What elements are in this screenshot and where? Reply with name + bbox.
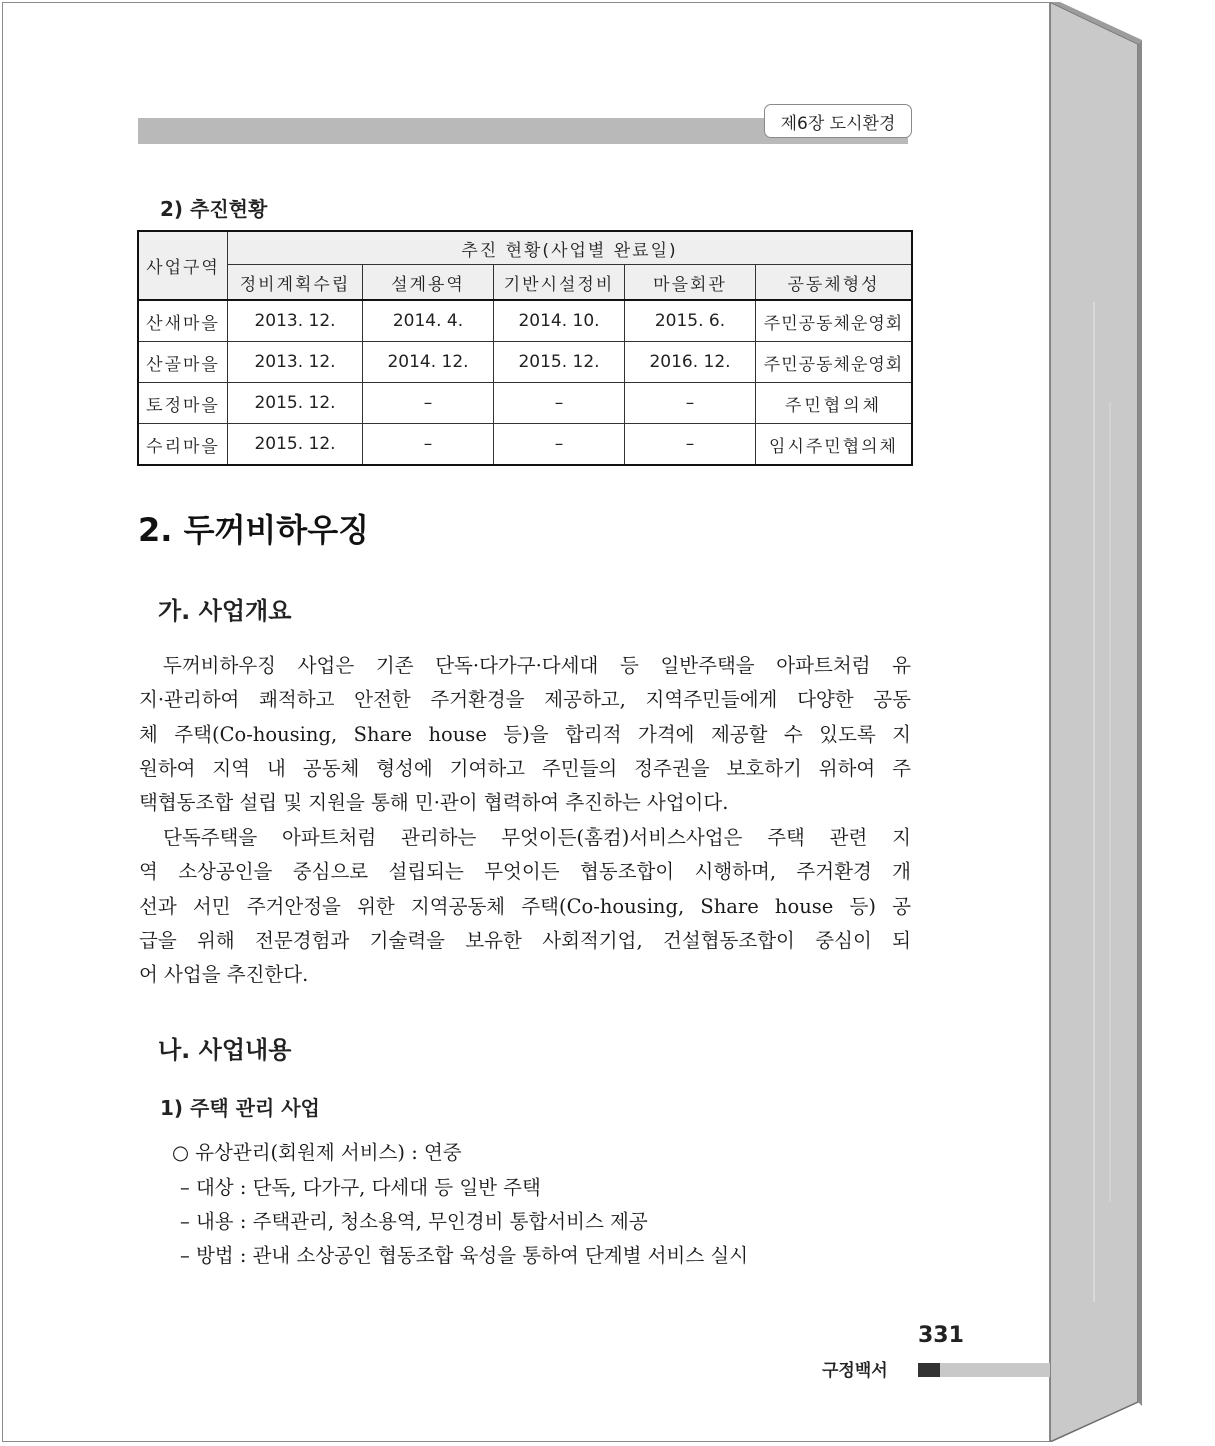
table-cell: – — [363, 383, 494, 424]
page-stack-edge — [1050, 2, 1142, 1442]
table-row — [138, 383, 912, 424]
status-table — [137, 230, 913, 466]
table-cell: 임시주민협의체 — [756, 424, 913, 466]
list-item: – 방법 : 관내 소상공인 협동조합 육성을 통하여 단계별 서비스 실시 — [180, 1244, 749, 1267]
table-cell: 2016. 12. — [625, 342, 756, 383]
col-header: 마을회관 — [625, 265, 756, 301]
paragraph-line: 두꺼비하우징 사업은 기존 단독·다가구·다세대 등 일반주택을 아파트처럼 유 — [163, 654, 911, 677]
table-cell: 2014. 10. — [494, 300, 625, 342]
col-header: 설계용역 — [363, 265, 494, 301]
paragraph-line: 단독주택을 아파트처럼 관리하는 무엇이든(홈컴)서비스사업은 주택 관련 지 — [163, 826, 911, 849]
overview-title: 가. 사업개요 — [158, 597, 292, 625]
housing-management-heading: 1) 주택 관리 사업 — [160, 1096, 320, 1120]
paragraph-line: 급을 위해 전문경험과 기술력을 보유한 사회적기업, 건설협동조합이 중심이 되 — [139, 929, 911, 952]
table-cell: 2013. 12. — [228, 300, 363, 342]
table-cell: 주민공동체운영회 — [756, 300, 913, 342]
table-cell: – — [625, 383, 756, 424]
list-item: – 대상 : 단독, 다가구, 다세대 등 일반 주택 — [180, 1176, 541, 1199]
paragraph-line: 역 소상공인을 중심으로 설립되는 무엇이든 협동조합이 시행하며, 주거환경 개 — [139, 860, 911, 883]
table-row — [138, 300, 912, 342]
col-header: 기반시설정비 — [494, 265, 625, 301]
table-cell: 주민공동체운영회 — [756, 342, 913, 383]
paragraph-line: 선과 서민 주거안정을 위한 지역공동체 주택(Co-housing, Share house 등) 공 — [139, 895, 911, 918]
table-cell: 주민협의체 — [756, 383, 913, 424]
footer-label: 구정백서 — [822, 1361, 888, 1381]
paragraph-line: 어 사업을 추진한다. — [139, 963, 309, 986]
table-cell: 2013. 12. — [228, 342, 363, 383]
area-cell: 산골마을 — [138, 342, 228, 383]
table-cell: 2015. 12. — [228, 424, 363, 466]
list-item: – 내용 : 주택관리, 청소용역, 무인경비 통합서비스 제공 — [180, 1210, 648, 1233]
table-cell: – — [625, 424, 756, 466]
paragraph-line: 체 주택(Co-housing, Share house 등)을 합리적 가격에 제공할 수 있도록 지 — [139, 723, 911, 746]
footer-bar — [940, 1363, 1050, 1377]
list-item: ○ 유상관리(회원제 서비스) : 연중 — [172, 1141, 462, 1164]
status-heading: 2) 추진현황 — [160, 197, 268, 221]
table-cell: – — [494, 424, 625, 466]
group-header: 추진 현황(사업별 완료일) — [228, 231, 913, 265]
footer-mark — [918, 1363, 940, 1377]
table-cell: 2015. 6. — [625, 300, 756, 342]
col-header: 공동체형성 — [756, 265, 913, 301]
content-title: 나. 사업내용 — [158, 1036, 292, 1064]
paragraph-line: 원하여 지역 내 공동체 형성에 기여하고 주민들의 정주권을 보호하기 위하여 주 — [139, 757, 911, 780]
area-cell: 토정마을 — [138, 383, 228, 424]
table-row — [138, 424, 912, 466]
table-cell: – — [363, 424, 494, 466]
table-cell: 2014. 12. — [363, 342, 494, 383]
paragraph-line: 지·관리하여 쾌적하고 안전한 주거환경을 제공하고, 지역주민들에게 다양한 공동 — [139, 688, 911, 711]
table-cell: 2015. 12. — [228, 383, 363, 424]
table-cell: – — [494, 383, 625, 424]
table-cell: 2015. 12. — [494, 342, 625, 383]
col-header: 정비계획수립 — [228, 265, 363, 301]
table-cell: 2014. 4. — [363, 300, 494, 342]
area-cell: 수리마을 — [138, 424, 228, 466]
area-cell: 산새마을 — [138, 300, 228, 342]
paragraph-line: 택협동조합 설립 및 지원을 통해 민·관이 협력하여 추진하는 사업이다. — [139, 791, 729, 814]
table-row — [138, 342, 912, 383]
row-header-area: 사업구역 — [138, 231, 228, 300]
section-title: 2. 두꺼비하우징 — [138, 511, 370, 549]
page-number: 331 — [918, 1323, 964, 1348]
chapter-label: 제6장 도시환경 — [764, 104, 912, 138]
